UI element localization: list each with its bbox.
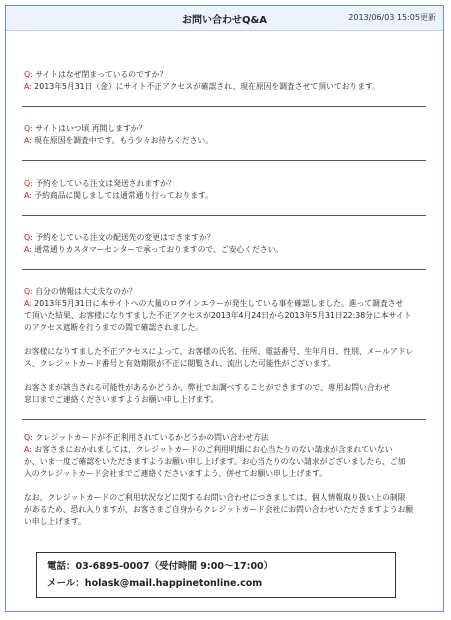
- answer-line: A: 通常通りカスタマーセンターで承っておりますので、ご安心ください。: [24, 245, 284, 254]
- answer-line: A: 現在原因を調査中です。もう少々お待ちください。: [24, 136, 214, 145]
- answer-marker: A:: [24, 445, 32, 454]
- answer-line: A: 予約商品に関しましては通常通り行っております。: [24, 191, 214, 200]
- question-marker: Q:: [24, 124, 33, 133]
- contact-phone: 電話：03-6895-0007（受付時間 9:00～17:00）: [47, 561, 274, 572]
- question-text: Q: 予約をしている注文の配送先の変更はできますか？: [24, 233, 215, 242]
- answer-marker: A:: [24, 136, 32, 145]
- answer-line: のアクセス遮断を行うまでの間で確認されました。: [24, 323, 204, 332]
- question-text: Q: 予約をしている注文は発送されますか？: [24, 179, 176, 188]
- section-divider: [22, 269, 426, 270]
- question-text: Q: サイトはいつ頃 再開しますか？: [24, 124, 147, 133]
- qa-item: [24, 232, 430, 256]
- question-marker: Q:: [24, 179, 33, 188]
- contact-email[interactable]: メール：holask@mail.happinetonline.com: [47, 578, 263, 589]
- qa-item: [24, 178, 430, 202]
- answer-line: ス、クレジットカード番号と有効期限が不正に閲覧され、流出した可能性がございます。: [24, 359, 336, 368]
- updated-timestamp: 2013/06/03 15:05更新: [348, 13, 436, 22]
- qa-item: [24, 432, 430, 528]
- section-divider: [22, 106, 426, 107]
- answer-line: A: 2013年5月31日に本サイトへの大量のログインエラーが発生している事を確認しました。進って調査させ: [24, 299, 404, 308]
- answer-line: [24, 334, 430, 346]
- qa-item: [24, 69, 430, 93]
- qa-item: [24, 123, 430, 147]
- question-text: Q: サイトはなぜ閉まっているのですか？: [24, 70, 168, 79]
- answer-line: い申し上げます。: [24, 517, 86, 526]
- question-text: Q: クレジットカードが不正利用されているかどうかの問い合わせ方法: [24, 433, 269, 442]
- question-marker: Q:: [24, 433, 33, 442]
- answer-line: [24, 370, 430, 382]
- answer-marker: A:: [24, 191, 32, 200]
- answer-line: お客さまが該当される可能性があるかどうか、弊社でお調べすることができますので、専用お問い合わせ: [24, 383, 391, 392]
- question-marker: Q:: [24, 233, 33, 242]
- page-header: [6, 6, 443, 31]
- question-marker: Q:: [24, 287, 33, 296]
- answer-line: A: お客さまにおかれましては、クレジットカードのご利用明細にお心当たりのない請求が含まれていない: [24, 445, 393, 454]
- answer-line: なお、クレジットカードのご利用状況などに関するお問い合わせにつきましては、個人情報取り扱い上の制限: [24, 493, 406, 502]
- section-divider: [22, 160, 426, 161]
- answer-marker: A:: [24, 82, 32, 91]
- answer-line: か、いま一度ご確認をいただきますようお願い申し上げます。お心当たりのない請求がございましたら、ご加: [24, 457, 406, 466]
- faq-page: [5, 5, 444, 612]
- answer-marker: A:: [24, 299, 32, 308]
- answer-line: [24, 480, 430, 492]
- contact-box: [36, 552, 396, 598]
- answer-marker: A:: [24, 245, 32, 254]
- answer-line: A: 2013年5月31日（金）にサイト不正アクセスが確認され、現在原因を調査させて頂いております。: [24, 82, 380, 91]
- answer-line: 入のクレジットカード会社までご連絡くださいますよう、併せてお願い申し上げます。: [24, 469, 328, 478]
- answer-line: があるため、恐れ入りますが、お客さまご自身からクレジットカード会社にお問い合わせいただきますようお願: [24, 505, 414, 514]
- section-divider: [22, 419, 426, 420]
- section-divider: [22, 215, 426, 216]
- answer-line: 窓口までご連絡くださいますようお願い申し上げます。: [24, 395, 219, 404]
- page-title: お問い合わせQ&A: [182, 15, 267, 26]
- answer-line: お客様になりすました不正アクセスによって、お客様の氏名、住所、電話番号、生年月日、性別、メールアドレ: [24, 347, 414, 356]
- qa-item: [24, 286, 430, 406]
- question-marker: Q:: [24, 70, 33, 79]
- answer-line: て頂いた結果、お客様になりすました不正アクセスが2013年4月24日から2013年5月31日22:38分に本サイト: [24, 311, 412, 320]
- question-text: Q: 自分の情報は大丈夫なのか？: [24, 287, 137, 296]
